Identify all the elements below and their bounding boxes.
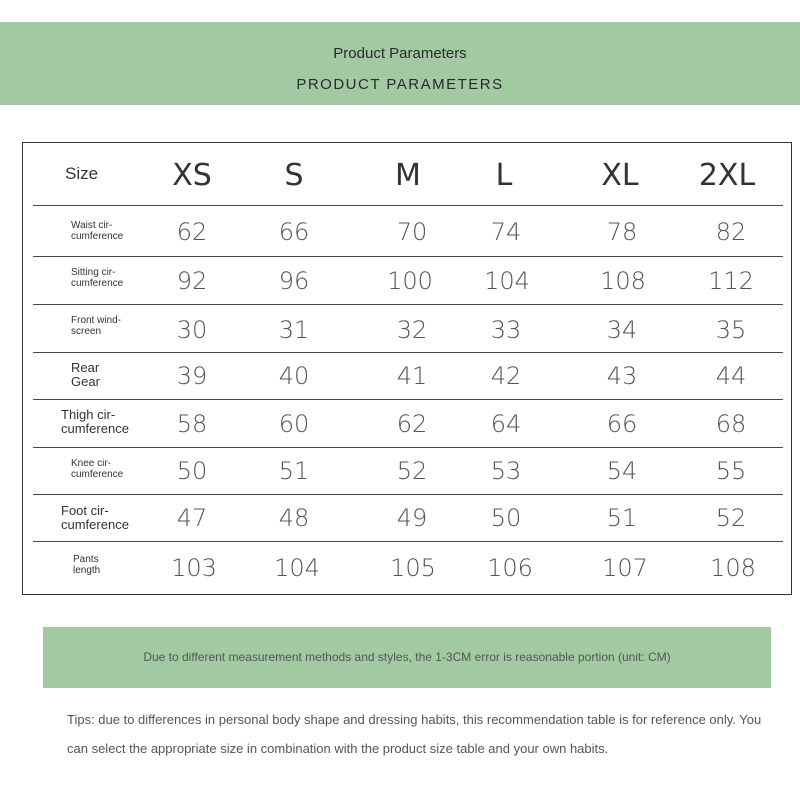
- cell-value: 100: [387, 267, 433, 295]
- page-subtitle: PRODUCT PARAMETERS: [296, 76, 504, 93]
- cell-value: 30: [176, 316, 208, 344]
- tips-text: Tips: due to differences in personal body shape and dressing habits, this recommendation table is for reference only. You can select the appropriate size in combination with the product size table and your own habits.: [67, 712, 762, 756]
- table-row: [33, 206, 783, 257]
- cell-value: 104: [274, 554, 320, 582]
- cell-value: 54: [606, 457, 638, 485]
- cell-value: 105: [390, 554, 436, 582]
- table-row: [33, 257, 783, 305]
- cell-value: 107: [602, 554, 648, 582]
- row-label: Rear Gear: [71, 360, 100, 390]
- cell-value: 64: [490, 410, 522, 438]
- cell-value: 43: [606, 362, 638, 390]
- cell-value: 32: [396, 316, 428, 344]
- cell-value: 51: [606, 504, 638, 532]
- cell-value: 70: [396, 218, 428, 246]
- table-row: [33, 542, 783, 594]
- table-row: [33, 353, 783, 400]
- row-label: Foot cir- cumference: [61, 503, 129, 533]
- size-header-xs: XS: [172, 158, 212, 193]
- cell-value: 34: [606, 316, 638, 344]
- cell-value: 40: [278, 362, 310, 390]
- size-header-l: L: [495, 158, 513, 193]
- measurement-note-band: [43, 627, 771, 688]
- cell-value: 68: [715, 410, 747, 438]
- row-label: Knee cir- cumference: [71, 458, 124, 480]
- cell-value: 39: [176, 362, 208, 390]
- size-header-2xl: 2XL: [698, 158, 756, 193]
- cell-value: 58: [176, 410, 208, 438]
- cell-value: 55: [715, 457, 747, 485]
- cell-value: 62: [176, 218, 208, 246]
- cell-value: 50: [176, 457, 208, 485]
- measurement-note: Due to different measurement methods and styles, the 1-3CM error is reasonable portion (unit: CM): [143, 650, 671, 664]
- size-table: [22, 142, 792, 595]
- table-row: [33, 495, 783, 542]
- cell-value: 104: [484, 267, 530, 295]
- page-title: Product Parameters: [333, 45, 467, 62]
- cell-value: 53: [490, 457, 522, 485]
- row-label: Waist cir- cumference: [71, 220, 124, 242]
- size-header-label: Size: [65, 164, 99, 183]
- cell-value: 108: [600, 267, 646, 295]
- row-label: Pants length: [73, 554, 101, 576]
- cell-value: 42: [490, 362, 522, 390]
- cell-value: 78: [606, 218, 638, 246]
- size-header-m: M: [395, 158, 421, 193]
- cell-value: 66: [606, 410, 638, 438]
- cell-value: 31: [278, 316, 310, 344]
- cell-value: 47: [176, 504, 208, 532]
- cell-value: 35: [715, 316, 747, 344]
- cell-value: 92: [176, 267, 208, 295]
- cell-value: 41: [396, 362, 428, 390]
- cell-value: 51: [278, 457, 310, 485]
- cell-value: 96: [278, 267, 310, 295]
- cell-value: 52: [396, 457, 428, 485]
- cell-value: 108: [710, 554, 756, 582]
- cell-value: 48: [278, 504, 310, 532]
- table-row: [33, 400, 783, 448]
- size-header-xl: XL: [601, 158, 639, 193]
- size-header-s: S: [284, 158, 304, 193]
- table-row: [33, 448, 783, 495]
- cell-value: 60: [278, 410, 310, 438]
- table-row: [33, 305, 783, 353]
- cell-value: 82: [715, 218, 747, 246]
- table-header-row: [33, 143, 783, 206]
- cell-value: 52: [715, 504, 747, 532]
- cell-value: 49: [396, 504, 428, 532]
- cell-value: 50: [490, 504, 522, 532]
- cell-value: 112: [708, 267, 754, 295]
- row-label: Sitting cir- cumference: [71, 267, 124, 289]
- cell-value: 33: [490, 316, 522, 344]
- cell-value: 44: [715, 362, 747, 390]
- row-label: Front wind- screen: [71, 315, 122, 337]
- cell-value: 66: [278, 218, 310, 246]
- cell-value: 103: [171, 554, 217, 582]
- header-band: [0, 22, 800, 105]
- row-label: Thigh cir- cumference: [61, 407, 129, 437]
- cell-value: 74: [490, 218, 522, 246]
- cell-value: 62: [396, 410, 428, 438]
- cell-value: 106: [487, 554, 533, 582]
